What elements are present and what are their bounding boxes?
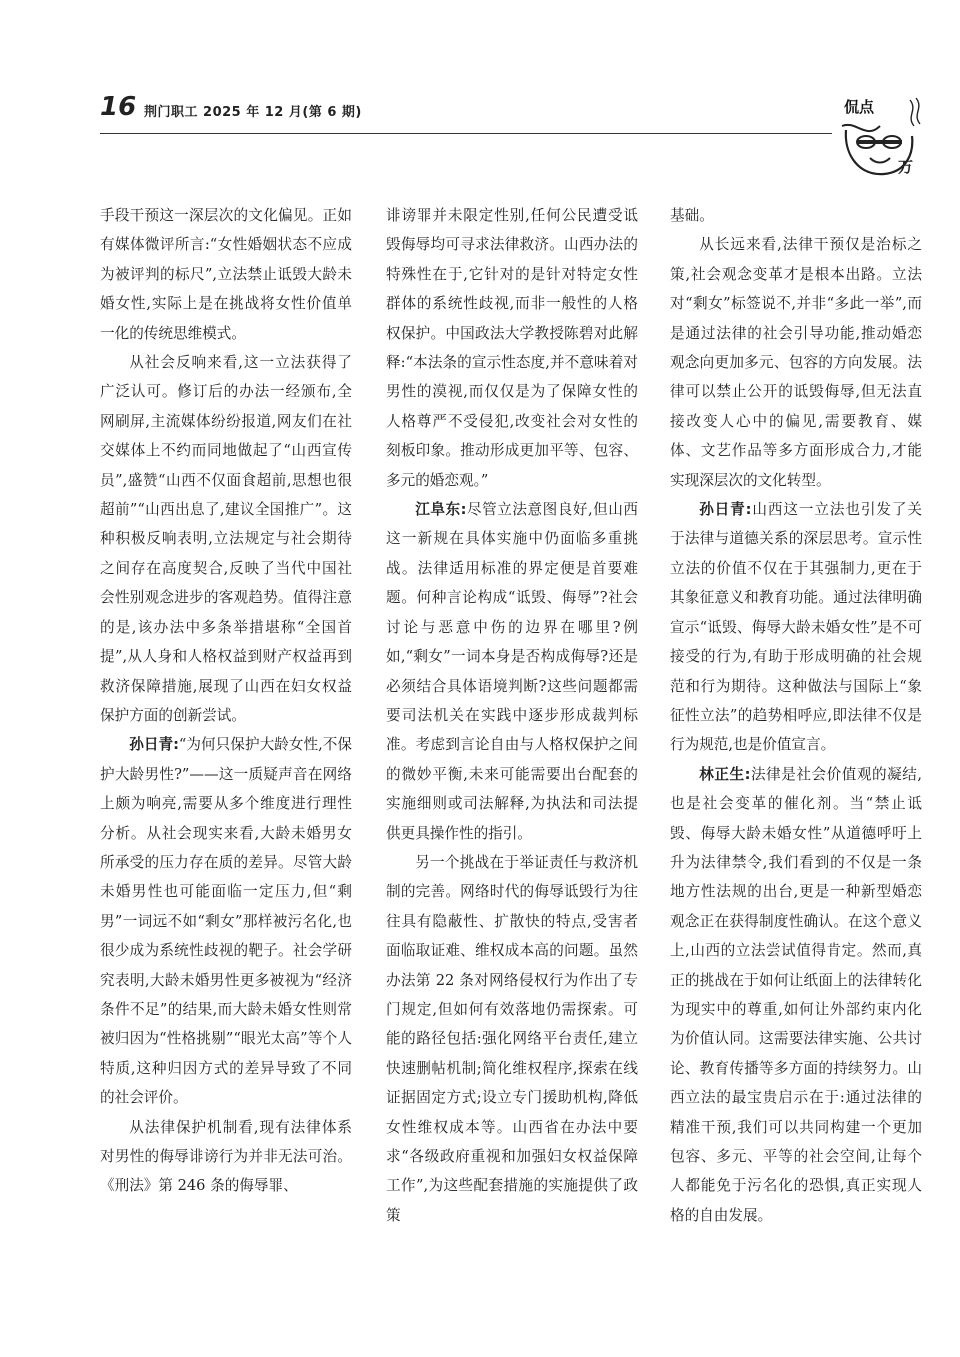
paragraph: 另一个挑战在于举证责任与救济机制的完善。网络时代的侮辱诋毁行为往往具有隐蔽性、扩散快的特点,受害者面临取证难、维权成本高的问题。虽然办法第 22 条对网络侵权行为作出了专门规定,但如何有效落地仍需探索。可能的路径包括:强化网络平台责任,建立快速删帖机制;简化维权程序,探索在线证据固定方式;设立专门援助机构,降低女性维权成本等。山西省在办法中要求“各级政府重视和加强妇女权益保障工作”,为这些配套措施的实施提供了政策 (386, 853, 638, 1224)
paragraph: 基础。 (670, 207, 714, 224)
page-header (100, 92, 830, 132)
paragraph: 林正生:法律是社会价值观的凝结,也是社会变革的催化剂。当“禁止诋毁、侮辱大龄未婚女性”从道德呼吁上升为法律禁令,我们看到的不仅是一条地方性法规的出台,更是一种新型婚恋观念正在获得制度性确认。在这个意义上,山西的立法尝试值得肯定。然而,真正的挑战在于如何让纸面上的法律转化为现实中的尊重,如何让外部约束内化为价值认同。这需要法律实施、公共讨论、教育传播等多方面的持续努力。山西立法的最宝贵启示在于:通过法律的精准干预,我们可以共同构建一个更加包容、多元、平等的社会空间,让每个人都能免于污名化的恐惧,真正实现人格的自由发展。 (670, 765, 923, 1224)
paragraph: 从法律保护机制看,现有法律体系对男性的侮辱诽谤行为并非无法可治。《刑法》第 246 条的侮辱罪、 (100, 1118, 352, 1195)
speaker-name: 林正生: (699, 765, 751, 783)
text-column-3 (670, 201, 922, 1230)
paragraph: 手段干预这一深层次的文化偏见。正如有媒体微评所言:“女性婚姻状态不应成为被评判的标尺”,立法禁止诋毁大龄未婚女性,实际上是在挑战将女性价值单一化的传统思维模式。 (100, 207, 352, 342)
text-column-1 (100, 201, 352, 1201)
magazine-issue: 荆门职工 2025 年 12 月(第 6 期) (144, 105, 362, 120)
paragraph: 从社会反响来看,这一立法获得了广泛认可。修订后的办法一经颁布,全网刷屏,主流媒体纷纷报道,网友们在社交媒体上不约而同地做起了“山西宣传员”,盛赞“山西不仅面食超前,思想也很超前”“山西出息了,建议全国推广”。这种积极反响表明,立法规定与社会期待之间存在高度契合,反映了当代中国社会性别观念进步的客观趋势。值得注意的是,该办法中多条举措堪称“全国首提”,从人身和人格权益到财产权益再到救济保障措施,展现了山西在妇女权益保护方面的创新尝试。 (100, 354, 352, 724)
speaker-name: 孙日青: (699, 501, 752, 519)
paragraph: 孙日青:山西这一立法也引发了关于法律与道德关系的深层思考。宣示性立法的价值不仅在于其强制力,更在于其象征意义和教育功能。通过法律明确宣示“诋毁、侮辱大龄未婚女性”是不可接受的行为,有助于形成明确的社会规范和行为期待。这种做法与国际上“象征性立法”的趋势相呼应,即法律不仅是行为规范,也是价值宣言。 (670, 501, 922, 754)
column-logo (836, 96, 926, 180)
paragraph: 孙日青:“为何只保护大龄女性,不保护大龄男性?”——这一质疑声音在网络上颇为响亮,需要从多个维度进行理性分析。从社会现实来看,大龄未婚男女所承受的压力存在质的差异。尽管大龄未婚男性也可能面临一定压力,但“剩男”一词远不如“剩女”那样被污名化,也很少成为系统性歧视的靶子。社会学研究表明,大龄未婚男性更多被视为“经济条件不足”的结果,而大龄未婚女性则常被归因为“性格挑剔”“眼光太高”等个人特质,这种归因方式的差异导致了不同的社会评价。 (100, 736, 352, 1107)
speaker-name: 江阜东: (415, 501, 467, 519)
page-number: 16 (100, 92, 137, 122)
speaker-name: 孙日青: (129, 736, 179, 754)
svg-text:万: 万 (898, 158, 914, 176)
text-column-2 (386, 201, 638, 1230)
paragraph: 诽谤罪并未限定性别,任何公民遭受诋毁侮辱均可寻求法律救济。山西办法的特殊性在于,它针对的是针对特定女性群体的系统性歧视,而非一般性的人格权保护。中国政法大学教授陈碧对此解释:“本法条的宣示性态度,并不意味着对男性的漠视,而仅仅是为了保障女性的人格尊严不受侵犯,改变社会对女性的刻板印象。推动形成更加平等、包容、多元的婚恋观。” (386, 207, 638, 489)
header-rule (100, 133, 832, 134)
paragraph: 从长远来看,法律干预仅是治标之策,社会观念变革才是根本出路。立法对“剩女”标签说不,并非“多此一举”,而是通过法律的社会引导功能,推动婚恋观念向更加多元、包容的方向发展。法律可以禁止公开的诋毁侮辱,但无法直接改变人心中的偏见,需要教育、媒体、文艺作品等多方面形成合力,才能实现深层次的文化转型。 (670, 236, 922, 489)
column-logo-text: 侃点 (844, 98, 875, 116)
paragraph: 江阜东:尽管立法意图良好,但山西这一新规在具体实施中仍面临多重挑战。法律适用标准的界定便是首要难题。何种言论构成“诋毁、侮辱”?社会讨论与恶意中伤的边界在哪里?例如,“剩女”一词本身是否构成侮辱?还是必须结合具体语境判断?这些问题都需要司法机关在实践中逐步形成裁判标准。考虑到言论自由与人格权保护之间的微妙平衡,未来可能需要出台配套的实施细则或司法解释,为执法和司法提供更具操作性的指引。 (386, 501, 639, 842)
